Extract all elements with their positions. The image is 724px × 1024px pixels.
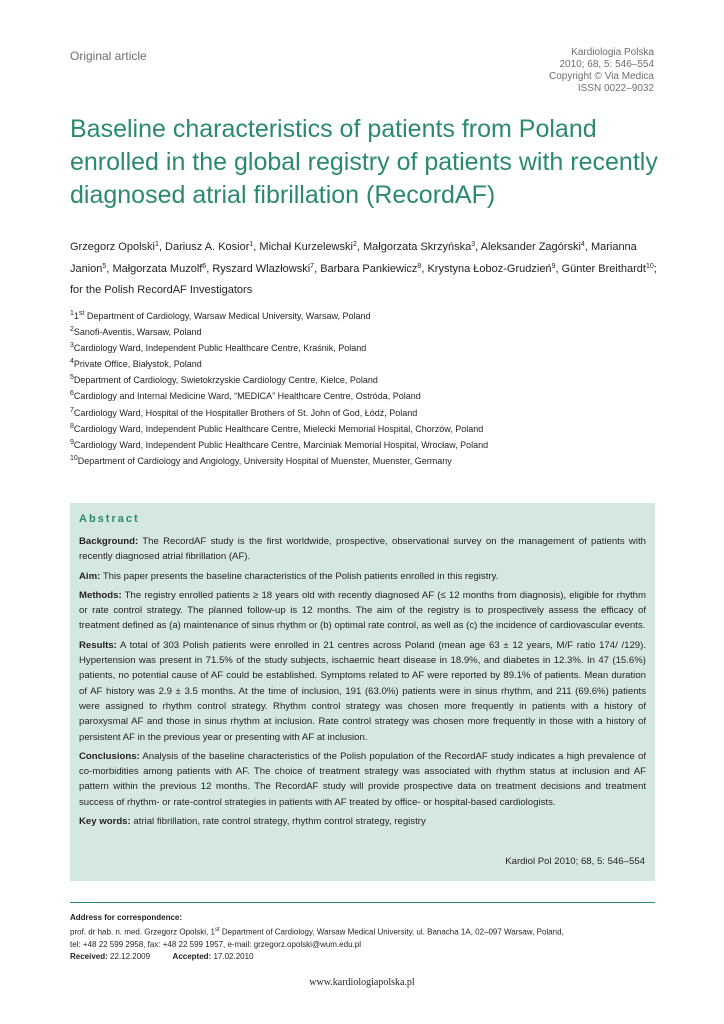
affiliation-text: Cardiology Ward, Independent Public Healthcare Centre, Marciniak Memorial Hospital, Wrocław, Poland: [73, 439, 489, 450]
affiliation-item: [70, 372, 670, 388]
author-name: Barbara Pankiewicz: [320, 262, 418, 275]
affiliation-number: 9: [70, 438, 74, 446]
affiliation-ordinal-suffix: st: [78, 310, 85, 317]
author-affiliation-number: 4: [580, 241, 585, 248]
affiliation-text: Sanofi-Aventis, Warsaw, Poland: [73, 327, 202, 338]
abstract-section-label: Aim:: [79, 570, 101, 582]
author: [481, 241, 585, 253]
author-name: Grzegorz Opolski: [70, 241, 155, 253]
affiliation-text: Cardiology and Internal Medicine Ward, “MEDICA” Healthcare Centre, Ostróda, Poland: [73, 391, 421, 402]
abstract-body: [79, 534, 646, 833]
address-part: Department of Cardiology, Warsaw Medical University, ul. Banacha 1A, 02–097 Warsaw, Poland,: [219, 927, 564, 937]
affiliation-item: [70, 437, 670, 453]
affiliation-item: [70, 453, 670, 469]
correspondence: [70, 912, 655, 963]
abstract-section-text: This paper presents the baseline characteristics of the Polish patients enrolled in this registry.: [100, 570, 499, 582]
received-label: Received:: [70, 951, 108, 961]
affiliation-text: Cardiology Ward, Independent Public Healthcare Centre, Kraśnik, Poland: [73, 343, 367, 354]
author-affiliation-number: 1: [154, 241, 159, 248]
author-affiliation-number: 7: [310, 262, 315, 270]
affiliation-text: Department of Cardiology and Angiology, University Hospital of Muenster, Muenster, Germany: [77, 455, 452, 466]
accepted-label: Accepted:: [172, 951, 212, 961]
affiliation-text: Cardiology Ward, Independent Public Healthcare Centre, Mielecki Memorial Hospital, Chorzów, Poland: [73, 423, 484, 434]
divider-rule: [70, 902, 655, 903]
abstract-section-label: Conclusions:: [79, 750, 140, 762]
journal-website[interactable]: www.kardiologiapolska.pl: [309, 977, 415, 988]
author-name: Małgorzata Skrzyńska: [362, 241, 472, 253]
abstract-section-text: Analysis of the baseline characteristics of the Polish population of the RecordAF study indicates a high prevalence of co-morbidities among patients with AF. The choice of treatment strategy was associated with rhythm status at inclusion and AF pattern within the previous 12 months. The RecordAF study will provide prospective data on treatment decisions and treatment success of rhythm- or rate-control strategies in patients with AF treated by office- or hospital-based cardiologists.: [79, 750, 646, 808]
abstract-section-text: The RecordAF study is the first worldwide, prospective, observational survey on the management of patients with recently diagnosed atrial fibrillation (AF).: [79, 536, 646, 563]
author-name: Marianna Janion: [70, 241, 637, 275]
correspondence-heading: Address for correspondence:: [70, 913, 183, 922]
address-sup: st: [214, 927, 220, 933]
author: [259, 241, 356, 253]
journal-name: Kardiologia Polska: [571, 47, 654, 58]
abstract-heading: Abstract: [79, 513, 140, 525]
abstract-section: [79, 814, 646, 829]
author: [363, 241, 475, 253]
author-name: Aleksander Zagórski: [480, 241, 581, 253]
author-affiliation-number: 5: [102, 262, 107, 270]
author-name: Günter Breithardt: [561, 262, 646, 275]
journal-info: [549, 47, 654, 95]
article-type: Original article: [70, 49, 147, 63]
abstract-section-label: Key words:: [79, 816, 131, 828]
abstract-section-text: A total of 303 Polish patients were enrolled in 21 centres across Poland (mean age 63 ± 12 years, M/F ratio 174/ /129). Hypertension was present in 71.5% of the study subjects, ischaemic heart disease in 18.9%, and diabetes in 12.3%. In 47 (15.6%) patients, no potential cause of AF could be established. Symptoms related to AF were reported by 89.1% of patients. Mean duration of AF history was 2.9 ± 3.5 months. At the time of inclusion, 191 (63.0%) patients were in sinus rhythm, and 211 (69.6%) patients were assigned to rhythm control strategy. Rhythm control strategy was chosen more frequently in patients with a history of paroxysmal AF and those in sinus rhythm at inclusion. Rate control strategy was chosen more frequently in those with a history of persistent AF in the previous year or presenting with AF at inclusion.: [79, 639, 646, 743]
address-part: prof. dr hab. n. med. Grzegorz Opolski, 1: [70, 927, 215, 937]
author: [562, 263, 654, 275]
abstract-section-label: Methods:: [79, 589, 122, 601]
abstract-section: [79, 569, 646, 584]
citation: Kardiol Pol 2010; 68, 5: 546–554: [505, 856, 645, 867]
author: [427, 263, 555, 275]
abstract-section: [79, 638, 646, 745]
author-affiliation-number: 1: [249, 241, 254, 248]
author: [112, 263, 206, 275]
abstract-section-label: Background:: [79, 536, 139, 547]
abstract-section: [79, 588, 646, 634]
dates-line: [70, 951, 655, 963]
author-name: Dariusz A. Kosior: [165, 241, 250, 253]
affiliation-item: [70, 388, 670, 404]
affiliation-number: 6: [70, 390, 74, 398]
affiliation-list: [70, 308, 670, 469]
affiliation-text: Cardiology Ward, Hospital of the Hospitaller Brothers of St. John of God, Łódź, Poland: [73, 407, 418, 418]
author: [70, 241, 159, 253]
author: [320, 263, 421, 275]
author-name: Michał Kurzelewski: [259, 241, 353, 253]
correspondence-contact: tel: +48 22 599 2958, fax: +48 22 599 1957, e-mail: grzegorz.opolski@wum.edu.pl: [70, 939, 361, 949]
article-title: Baseline characteristics of patients from Poland enrolled in the global registry of patients with recently diagnosed atrial fibrillation (RecordAF): [70, 115, 658, 209]
author-affiliation-number: 9: [551, 262, 556, 270]
author-name: Krystyna Łoboz-Grudzień: [427, 262, 552, 275]
affiliation-text: Private Office, Białystok, Poland: [73, 359, 202, 370]
author-group: ; for the Polish RecordAF Investigators: [70, 262, 657, 296]
abstract-box: [70, 503, 655, 881]
author-affiliation-number: 8: [417, 262, 422, 270]
author-affiliation-number: 2: [352, 241, 357, 248]
received-date: 22.12.2009: [110, 951, 151, 961]
abstract-section: [79, 749, 646, 810]
volume-line: 2010; 68, 5: 546–554: [559, 59, 654, 70]
abstract-section-text: The registry enrolled patients ≥ 18 years old with recently diagnosed AF (≤ 12 months from diagnosis), eligible for rhythm or rate control strategy. The planned follow-up is 12 months. The aim of the registry is to prospectively assess the efficacy of treatment defined as (a) maintenance of sinus rhythm or (b) optimal rate control, as well as (c) the incidence of cardiovascular events.: [79, 589, 646, 632]
affiliation-number: 1: [70, 310, 74, 317]
affiliation-number: 7: [70, 406, 74, 414]
accepted-date: 17.02.2010: [213, 951, 254, 961]
affiliation-number: 10: [70, 454, 78, 462]
affiliation-number: 8: [70, 422, 74, 430]
affiliation-item: [70, 308, 670, 324]
author: [212, 263, 314, 275]
author-affiliation-number: 6: [202, 262, 207, 270]
author-list: Grzegorz Opolski$^1$, Dariusz A. Kosior$^1$, Michał Kurzelewski$^2$, Małgorzata Skrzyńska$^3$, Aleksander Zagórski$^4$, Marianna Janion$^5$, Małgorzata Muzolf$^6$, Ryszard Wlazłowski$^7$, Barbara Pankiewicz$^8$, Krystyna Łoboz-Grudzień$^9$, Günter Breithardt$^{10}$; for the Polish RecordAF Investigators: [70, 241, 657, 296]
affiliation-item: [70, 421, 670, 437]
affiliation-item: [70, 340, 670, 356]
correspondence-address: [70, 924, 655, 939]
affiliation-text: Department of Cardiology, Warsaw Medical University, Warsaw, Poland: [84, 311, 371, 321]
affiliation-number: 2: [70, 326, 74, 334]
affiliation-item: [70, 405, 670, 421]
author-name: Małgorzata Muzolf: [112, 262, 203, 275]
author-affiliation-number: 10: [645, 262, 654, 270]
abstract-section-text: atrial fibrillation, rate control strategy, rhythm control strategy, registry: [130, 816, 426, 828]
affiliation-number: 5: [70, 374, 74, 382]
abstract-section-label: Results:: [79, 639, 117, 651]
abstract-section: [79, 534, 646, 565]
author: [165, 241, 253, 253]
copyright: Copyright © Via Medica: [548, 71, 654, 82]
affiliation-item: [70, 324, 670, 340]
affiliation-text: Department of Cardiology, Swietokrzyskie Cardiology Centre, Kielce, Poland: [73, 375, 378, 386]
affiliation-number: 3: [70, 342, 74, 350]
affiliation-ordinal: 1: [73, 311, 79, 321]
author-name: Ryszard Wlazłowski: [212, 262, 311, 275]
author-affiliation-number: 3: [471, 241, 476, 248]
affiliation-item: [70, 356, 670, 372]
affiliation-number: 4: [70, 358, 74, 366]
issn: ISSN 0022–9032: [577, 83, 654, 94]
